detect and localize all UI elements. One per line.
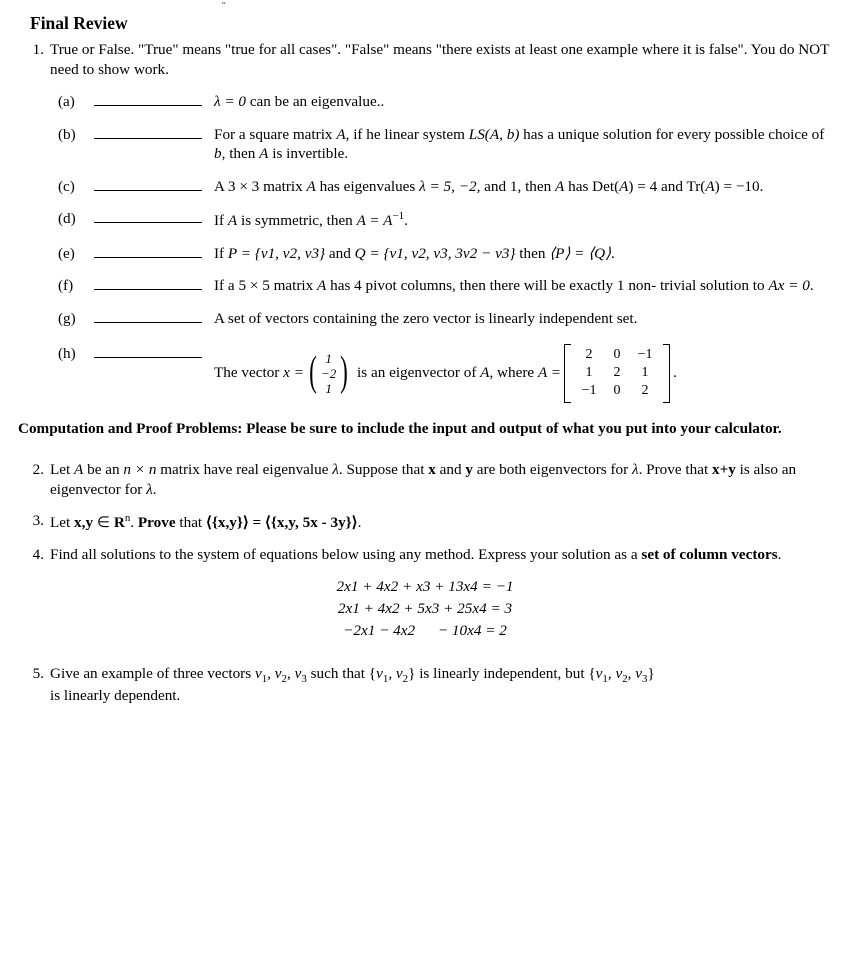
question-5-number: 5. [32, 665, 44, 683]
q2-o: is also an eigenvector for [50, 461, 797, 498]
q2-a: Let [50, 461, 75, 479]
question-3-text [50, 511, 832, 533]
q3-e: n [124, 512, 131, 525]
tf-b-post: is invertible. [268, 145, 349, 163]
q5-second-line: is linearly dependent. [50, 687, 181, 705]
q2-f: λ [332, 461, 339, 479]
equation-line-2: 2x1 + 4x2 + 5x3 + 25x4 = 3 [337, 600, 513, 618]
tf-f-pre: If a 5 × 5 matrix [214, 277, 318, 295]
bracket-right [663, 344, 670, 403]
tf-d-pre: If [214, 212, 228, 230]
true-false-list [18, 92, 832, 402]
tf-label-d: (d) [58, 210, 76, 228]
q3-c: ∈ [93, 514, 114, 532]
tf-text-c [210, 177, 832, 196]
tf-c-mid2: and 1, then [480, 177, 556, 195]
tf-item-e [18, 244, 832, 263]
question-5 [18, 664, 832, 705]
equation-line-3: −2x1 − 4x2 − 10x4 = 2 [343, 622, 507, 640]
tf-e-pre: If [214, 244, 228, 262]
tf-label-e: (e) [58, 244, 75, 262]
q3-h: that [175, 514, 206, 532]
q5-n: v [595, 665, 603, 683]
tf-text-d [210, 209, 832, 231]
tf-label-g: (g) [58, 309, 76, 327]
q3-i: ⟨{x,y}⟩ = ⟨{x,y, 5x - 3y}⟩ [205, 514, 358, 532]
tf-label-f: (f) [58, 277, 74, 295]
q5-g: 3 [301, 673, 307, 686]
tf-answer-blank-e[interactable] [94, 244, 202, 258]
tf-text-b [210, 125, 832, 164]
tf-f-post: . [809, 277, 814, 295]
column-vector-x [306, 351, 351, 396]
tf-h-m2: A [480, 363, 490, 381]
tf-item-a [18, 92, 832, 111]
q5-a: Give an example of three vectors [50, 665, 255, 683]
vector-entry-1: −2 [320, 365, 337, 381]
q5-s: 3 [642, 673, 648, 686]
page-tick-mark: ˝ [222, 1, 226, 13]
tf-d-sup: −1 [392, 210, 405, 223]
matrix-entry-1: 0 [613, 346, 621, 362]
tf-h-post: . [673, 363, 677, 381]
tf-c-pre: A 3 × 3 matrix [214, 177, 307, 195]
vector-entries [320, 351, 337, 396]
equation-system [18, 576, 832, 642]
matrix-entry-6: −1 [581, 383, 597, 399]
q4-a: Find all solutions to the system of equations below using any method. Express your solution as a [50, 545, 642, 563]
tf-e-mid1: and [325, 244, 355, 262]
q5-f: , v [286, 665, 302, 683]
tf-label-h: (h) [58, 344, 76, 362]
q2-n: x+y [711, 461, 736, 479]
q2-p: λ [146, 480, 153, 498]
tf-e-m3: ⟨P⟩ = ⟨Q⟩ [549, 244, 612, 262]
q3-j: . [357, 514, 362, 532]
tf-b-m4: A [259, 145, 269, 163]
tf-item-c [18, 177, 832, 196]
q2-d: n × n [123, 461, 157, 479]
tf-b-m2: LS(A, b) [468, 125, 520, 143]
tf-item-d [18, 209, 832, 231]
tf-h-mid2: , where [489, 363, 538, 381]
tf-f-m1: A [317, 277, 327, 295]
tf-d-m2: A = A [356, 212, 393, 230]
q4-b: set of column vectors [641, 545, 778, 563]
tf-h-mid1: is an eigenvector of [353, 363, 481, 381]
matrix-entry-2: −1 [637, 346, 653, 362]
q5-q: 2 [622, 673, 628, 686]
question-4-number: 4. [32, 545, 44, 563]
tf-c-m3: A [555, 177, 565, 195]
q5-c: 1 [261, 673, 268, 686]
matrix-entry-8: 2 [641, 383, 649, 399]
q2-i: and [435, 461, 466, 479]
matrix-A [564, 344, 670, 403]
q5-h: such that { [306, 665, 377, 683]
tf-item-h [18, 344, 832, 403]
tf-h-m1: x = [283, 363, 304, 381]
tf-d-mid1: is symmetric, then [237, 212, 357, 230]
equation-line-1: 2x1 + 4x2 + x3 + 13x4 = −1 [336, 578, 514, 596]
q5-r: , v [627, 665, 643, 683]
q2-j: y [465, 461, 473, 479]
question-1 [18, 40, 832, 79]
tf-answer-blank-h[interactable] [94, 344, 202, 358]
tf-label-c: (c) [58, 177, 75, 195]
question-4 [18, 545, 832, 564]
tf-c-mid1: has eigenvalues [315, 177, 420, 195]
tf-e-post: . [611, 244, 615, 262]
tf-c-m4: A [619, 177, 629, 195]
section-heading-lead: Computation and Proof Problems: [18, 419, 243, 437]
matrix-entries [571, 344, 663, 403]
vector-entry-0: 1 [325, 350, 332, 366]
section-heading-rest: Please be sure to include the input and output of what you put into your calculator. [242, 419, 782, 437]
q2-l: λ [631, 461, 639, 479]
tf-item-b [18, 125, 832, 164]
tf-c-mid4: ) = 4 and Tr( [628, 177, 706, 195]
tf-b-pre: For a square matrix [214, 125, 337, 143]
section-heading [18, 419, 832, 439]
q2-b: A [74, 461, 84, 479]
question-2-text [50, 460, 832, 499]
q5-e: 2 [281, 673, 287, 686]
tf-text-g: A set of vectors containing the zero vector is linearly independent set. [214, 309, 638, 327]
q5-i: v [376, 665, 383, 683]
matrix-entry-0: 2 [585, 346, 593, 362]
q5-t: } [647, 665, 655, 683]
tf-b-mid2: has a unique solution for every possible choice of [519, 125, 825, 143]
question-5-text [50, 664, 832, 705]
tf-h-m3: A = [537, 363, 562, 381]
q3-g: Prove [137, 514, 176, 532]
tf-a-post: can be an eigenvalue.. [246, 93, 385, 111]
q3-a: Let [50, 514, 75, 532]
tf-f-mid1: has 4 pivot columns, then there will be exactly 1 non- trivial solution to [326, 277, 769, 295]
tf-a-math: λ = 0 [214, 93, 247, 111]
question-3 [18, 511, 832, 533]
q3-b: x,y [74, 514, 94, 532]
tf-item-g [18, 309, 832, 328]
tf-c-post: ) = −10. [714, 177, 764, 195]
q2-g: . Suppose that [338, 461, 429, 479]
tf-c-m1: A [306, 177, 316, 195]
tf-e-mid2: then [515, 244, 550, 262]
tf-label-a: (a) [58, 93, 75, 111]
page-title: Final Review [30, 13, 128, 33]
tf-text-h [210, 344, 832, 403]
question-4-text [50, 545, 832, 564]
q5-o: 1 [602, 673, 608, 686]
q2-h: x [428, 461, 436, 479]
matrix-entry-3: 1 [585, 365, 593, 381]
question-1-number: 1. [32, 41, 44, 59]
paren-left: ( [309, 349, 317, 396]
tf-e-m1: P = {v1, v2, v3} [227, 244, 326, 262]
tf-answer-blank-g[interactable] [94, 309, 202, 323]
tf-c-m2: λ = 5, −2, [419, 177, 481, 195]
tf-c-m5: A [705, 177, 715, 195]
tf-answer-blank-d[interactable] [94, 209, 202, 223]
tf-answer-blank-c[interactable] [94, 177, 202, 191]
q3-f: . [130, 514, 138, 532]
tf-f-m2: Ax = 0 [768, 277, 810, 295]
q2-c: be an [83, 461, 124, 479]
matrix-entry-5: 1 [641, 365, 649, 381]
q2-e: matrix have real eigenvalue [156, 461, 333, 479]
tf-b-m3: b [214, 145, 222, 163]
q5-k: , v [388, 665, 403, 683]
tf-text-a [210, 92, 832, 111]
q5-l: 2 [402, 673, 409, 686]
q5-j: 1 [382, 673, 389, 686]
tf-answer-blank-a[interactable] [94, 92, 202, 106]
tf-c-mid3: has Det( [564, 177, 620, 195]
q4-c: . [777, 545, 782, 563]
tf-e-m2: Q = {v1, v2, v3, 3v2 − v3} [354, 244, 516, 262]
tf-item-f [18, 276, 832, 295]
tf-label-b: (b) [58, 125, 76, 143]
question-2-number: 2. [32, 461, 44, 479]
q2-q: . [152, 480, 157, 498]
q5-p: , v [607, 665, 623, 683]
question-3-number: 3. [32, 512, 44, 530]
tf-h-pre: The vector [214, 363, 284, 381]
q2-m: . Prove that [638, 461, 712, 479]
vector-entry-2: 1 [325, 380, 332, 396]
q5-m: } is linearly independent, but { [408, 665, 596, 683]
tf-d-post: . [404, 212, 408, 230]
tf-b-m1: A [336, 125, 346, 143]
paren-right: ) [340, 349, 349, 396]
matrix-entry-4: 2 [613, 365, 621, 381]
q2-k: are both eigenvectors for [473, 461, 632, 479]
tf-text-e [210, 244, 832, 263]
question-1-text: True or False. "True" means "true for all cases". "False" means "there exists at least one example where it is false". You do NOT need to show work. [50, 41, 830, 78]
q3-d: R [113, 514, 125, 532]
question-2 [18, 460, 832, 499]
tf-b-mid3: , then [221, 145, 260, 163]
tf-b-mid1: , if he linear system [345, 125, 469, 143]
q5-b: v [254, 665, 262, 683]
tf-answer-blank-f[interactable] [94, 276, 202, 290]
tf-answer-blank-b[interactable] [94, 125, 202, 139]
tf-text-f [210, 276, 832, 295]
bracket-left [564, 344, 571, 403]
tf-d-m1: A [227, 212, 238, 230]
q5-d: , v [267, 665, 282, 683]
matrix-entry-7: 0 [613, 383, 621, 399]
